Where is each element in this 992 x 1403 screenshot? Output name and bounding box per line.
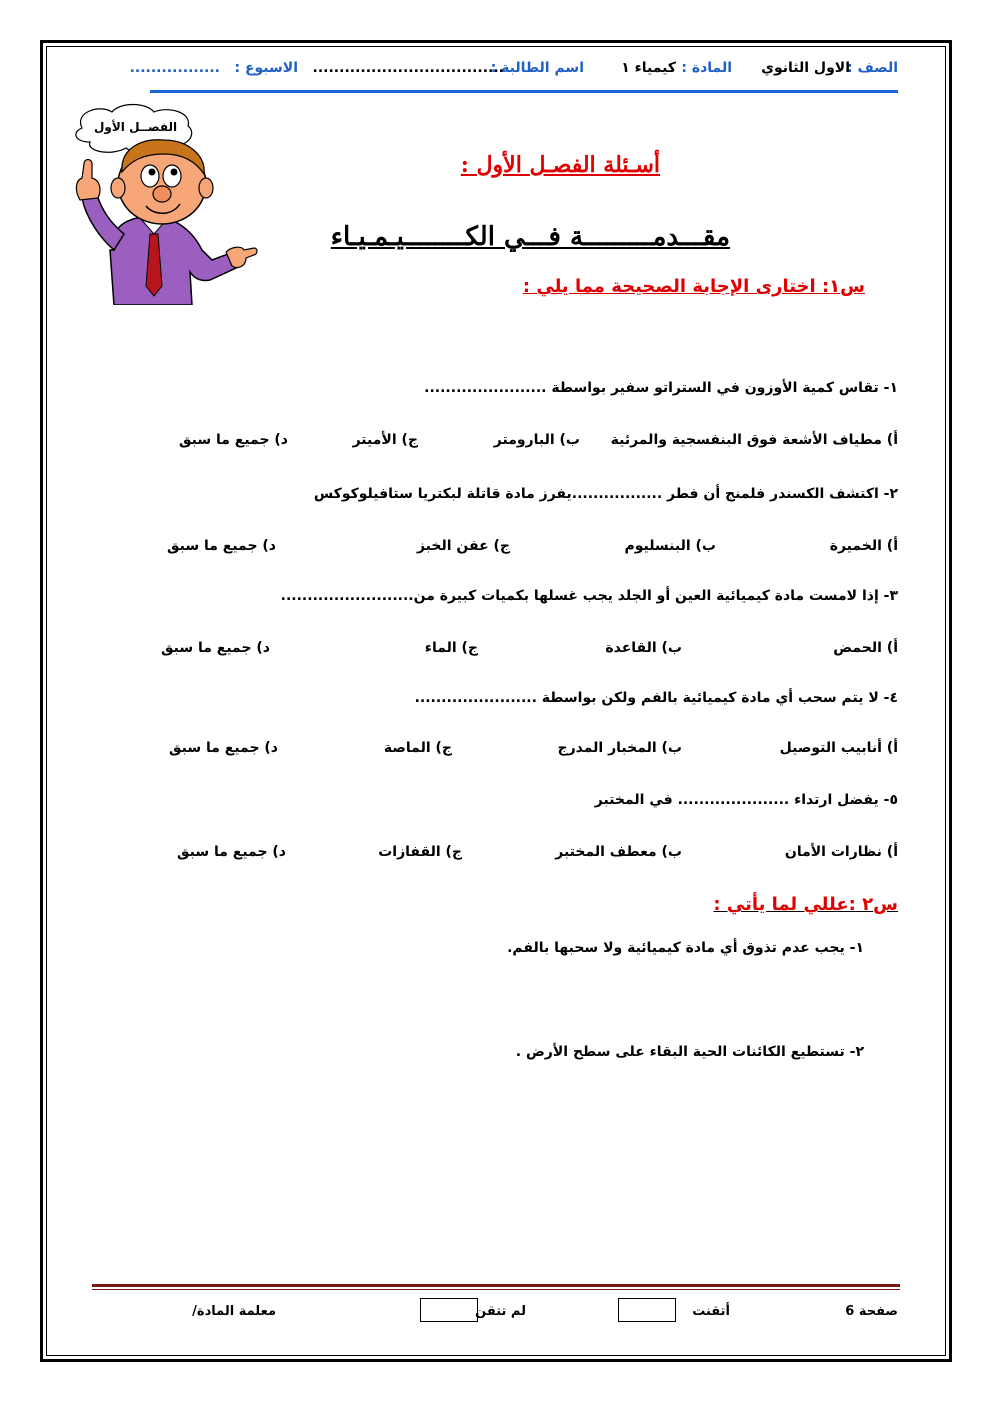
q3-option-b[interactable]: ب) القاعدة	[605, 640, 682, 656]
q3-option-d[interactable]: د) جميع ما سبق	[161, 640, 270, 656]
q1-option-b[interactable]: ب) البارومتر	[493, 432, 580, 448]
q1-title: س١: اختارى الإجابة الصحيحة مما يلي :	[522, 276, 865, 297]
q1-option-a[interactable]: أ) مطياف الأشعة فوق البنفسجية والمرئية	[610, 432, 898, 448]
q2-item-2: ٢- تستطيع الكائنات الحية البقاء على سطح الأرض .	[515, 1044, 864, 1060]
not-mastered-label: لم تتقن	[475, 1304, 526, 1319]
q5-option-b[interactable]: ب) معطف المختبر	[555, 844, 682, 860]
question-3-text: ٣- إذا لامست مادة كيميائية العين أو الجلد يجب غسلها بكميات كبيرة من.........................	[280, 588, 898, 604]
student-name-field[interactable]: ....................................	[312, 60, 504, 76]
teacher-label: معلمة المادة/	[192, 1304, 276, 1319]
header-divider	[150, 90, 898, 93]
q2-option-d[interactable]: د) جميع ما سبق	[167, 538, 276, 554]
q1-option-d[interactable]: د) جميع ما سبق	[179, 432, 288, 448]
chapter-title: مقـــدمـــــــــة فـــي الكــــــــيـمـيـاء	[330, 222, 730, 252]
mastered-label: أتقنت	[692, 1304, 730, 1319]
q2-item-1: ١- يجب عدم تذوق أي مادة كيميائية ولا سحبها بالفم.	[507, 940, 864, 956]
thought-bubble-text: الفصــل الأول	[94, 120, 178, 134]
q4-option-d[interactable]: د) جميع ما سبق	[169, 740, 278, 756]
student-label: اسم الطالبة :	[490, 60, 584, 76]
q4-option-a[interactable]: أ) أنابيب التوصيل	[779, 740, 898, 756]
q2-option-c[interactable]: ج) عفن الخبز	[416, 538, 510, 554]
q4-option-c[interactable]: ج) الماصة	[383, 740, 452, 756]
week-label: الاسبوع :	[234, 60, 298, 76]
mastered-checkbox[interactable]	[618, 1298, 676, 1322]
question-1-text: ١- تقاس كمية الأوزون في الستراتو سفير بواسطة .......................	[424, 380, 898, 396]
q2-option-b[interactable]: ب) البنسليوم	[624, 538, 716, 554]
q5-option-c[interactable]: ج) القفازات	[378, 844, 462, 860]
q3-option-c[interactable]: ج) الماء	[424, 640, 478, 656]
grade-value: الاول الثانوي	[761, 60, 850, 76]
page-number: صفحة 6	[845, 1304, 898, 1319]
not-mastered-checkbox[interactable]	[420, 1298, 478, 1322]
subject-label: المادة :	[681, 60, 732, 76]
q2-label: :عللي لما يأتي :	[713, 894, 856, 915]
week-field[interactable]: .................	[129, 60, 220, 76]
q2-title	[713, 894, 898, 915]
section-title: أسـئلة الفصـل الأول :	[460, 152, 660, 178]
q4-option-b[interactable]: ب) المخبار المدرج	[557, 740, 682, 756]
q2-number: س٢	[862, 894, 898, 915]
grade-label: الصف :	[847, 60, 898, 76]
q5-option-d[interactable]: د) جميع ما سبق	[177, 844, 286, 860]
q3-option-a[interactable]: أ) الحمض	[833, 640, 898, 656]
footer-divider-thin	[92, 1289, 900, 1290]
question-5-text: ٥- يفضل ارتداء ..................... في المختبر	[594, 792, 898, 808]
question-4-text: ٤- لا يتم سحب أي مادة كيميائية بالفم ولكن بواسطة .......................	[414, 690, 898, 706]
question-2-text: ٢- اكتشف الكسندر فلمنج أن فطر .................يفرز مادة قاتلة لبكتريا ستافيلوكوكس	[313, 486, 898, 502]
subject-value: كيمياء ١	[621, 60, 676, 76]
q1-option-c[interactable]: ج) الأميتر	[352, 432, 418, 448]
q2-option-a[interactable]: أ) الخميرة	[829, 538, 898, 554]
q5-option-a[interactable]: أ) نظارات الأمان	[784, 844, 898, 860]
footer-divider-thick	[92, 1284, 900, 1287]
